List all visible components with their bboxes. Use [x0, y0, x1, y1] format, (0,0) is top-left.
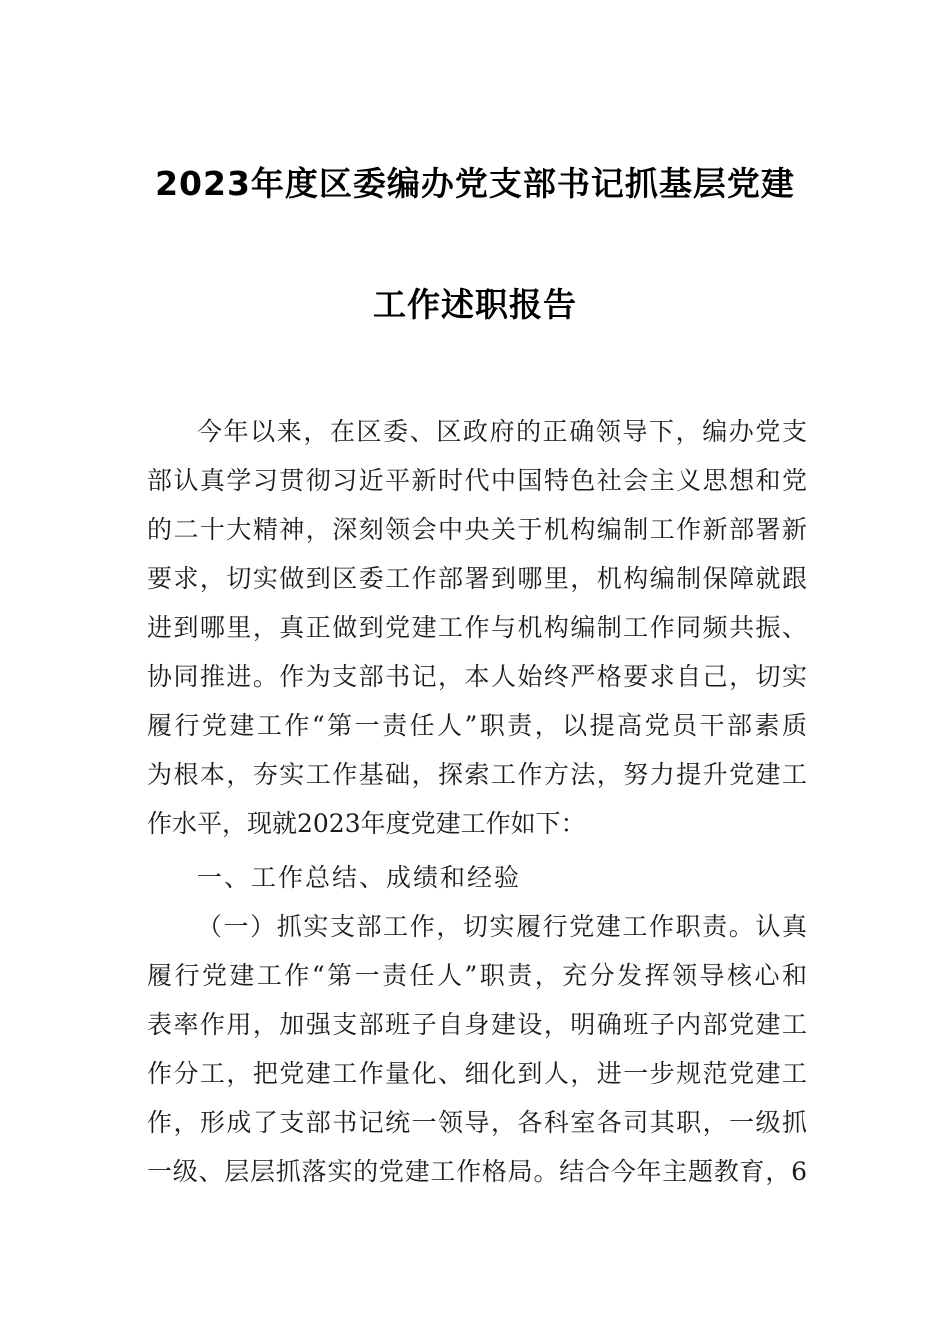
- paragraph-2-line: 作，形成了支部书记统一领导，各科室各司其职，一级抓: [147, 1108, 807, 1137]
- paragraph-1-line: 部认真学习贯彻习近平新时代中国特色社会主义思想和党: [147, 466, 807, 495]
- paragraph-2-line: 一级、层层抓落实的党建工作格局。结合今年主题教育，6: [147, 1157, 807, 1186]
- paragraph-2-line: 履行党建工作“第一责任人”职责，充分发挥领导核心和: [147, 961, 807, 990]
- paragraph-1-line: 协同推进。作为支部书记，本人始终严格要求自己，切实: [147, 662, 807, 691]
- document-title-line-2: 工作述职报告: [373, 285, 577, 324]
- paragraph-1-line: 要求，切实做到区委工作部署到哪里，机构编制保障就跟: [147, 564, 807, 593]
- paragraph-1-line: 进到哪里，真正做到党建工作与机构编制工作同频共振、: [147, 613, 807, 642]
- paragraph-2-line: 作分工，把党建工作量化、细化到人，进一步规范党建工: [147, 1059, 807, 1088]
- section-1-heading: 一、工作总结、成绩和经验: [197, 863, 522, 892]
- paragraph-1-line: 履行党建工作“第一责任人”职责，以提高党员干部素质: [147, 711, 807, 740]
- paragraph-2-line: 表率作用，加强支部班子自身建设，明确班子内部党建工: [147, 1010, 807, 1039]
- paragraph-1-line: 今年以来，在区委、区政府的正确领导下，编办党支: [197, 417, 807, 446]
- paragraph-1-line: 为根本，夯实工作基础，探索工作方法，努力提升党建工: [147, 760, 807, 789]
- document-title-line-1: 2023年度区委编办党支部书记抓基层党建: [155, 164, 795, 203]
- paragraph-1-line: 的二十大精神，深刻领会中央关于机构编制工作新部署新: [147, 515, 807, 544]
- paragraph-2-line: （一）抓实支部工作，切实履行党建工作职责。认真: [197, 912, 807, 941]
- paragraph-1-line: 作水平，现就2023年度党建工作如下：: [147, 809, 586, 838]
